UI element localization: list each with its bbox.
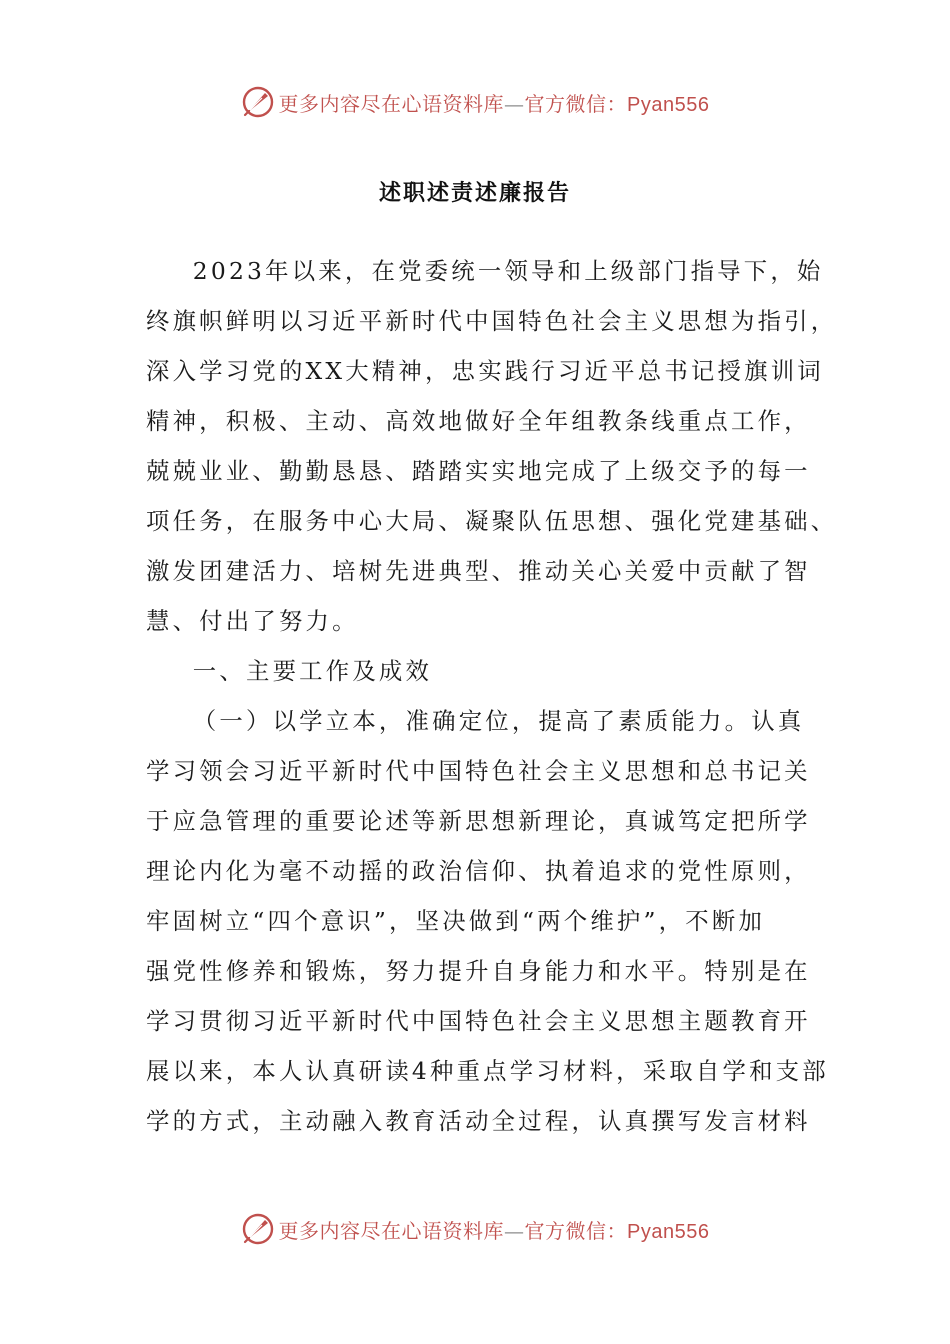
page-title: 述职述责述廉报告 <box>378 181 571 206</box>
text-line: 理论内化为毫不动摇的政治信仰、执着追求的党性原则， <box>146 857 811 885</box>
heading-line: 一、主要工作及成效 <box>192 657 433 685</box>
text-line: 2023年以来，在党委统一领导和上级部门指导下，始 <box>192 257 824 285</box>
text-line: 学习领会习近平新时代中国特色社会主义思想和总书记关 <box>146 757 811 785</box>
section-heading <box>146 646 808 696</box>
text-line: 项任务，在服务中心大局、凝聚队伍思想、强化党建基础、 <box>146 507 838 535</box>
text-line: 慧、付出了努力。 <box>146 607 359 635</box>
document-body <box>146 246 838 1146</box>
paragraph-intro <box>146 246 838 646</box>
text-line: 学习贯彻习近平新时代中国特色社会主义思想主题教育开 <box>146 1007 811 1035</box>
quill-logo-icon <box>241 85 275 119</box>
text-line: 兢兢业业、勤勤恳恳、踏踏实实地完成了上级交予的每一 <box>146 457 811 485</box>
text-line: 学的方式，主动融入教育活动全过程，认真撰写发言材料 <box>146 1107 811 1135</box>
text-line: 展以来，本人认真研读4种重点学习材料，采取自学和支部 <box>146 1057 829 1085</box>
text-line: 激发团建活力、培树先进典型、推动关心关爱中贡献了智 <box>146 557 811 585</box>
text-line: 深入学习党的XX大精神，忠实践行习近平总书记授旗训词 <box>146 357 824 385</box>
text-line: 牢固树立“四个意识”，坚决做到“两个维护”，不断加 <box>146 907 766 935</box>
paragraph-section-1 <box>146 696 829 1146</box>
text-line: 强党性修养和锻炼，努力提升自身能力和水平。特别是在 <box>146 957 811 985</box>
text-line: （一）以学立本，准确定位，提高了素质能力。认真 <box>192 707 805 735</box>
header-watermark <box>0 82 950 122</box>
text-line: 终旗帜鲜明以习近平新时代中国特色社会主义思想为指引， <box>146 307 838 335</box>
watermark-text: 更多内容尽在心语资料库—官方微信：Pyan556 <box>278 1218 710 1243</box>
watermark-text: 更多内容尽在心语资料库—官方微信：Pyan556 <box>278 91 710 116</box>
quill-logo-icon <box>241 1212 275 1246</box>
text-line: 于应急管理的重要论述等新思想新理论，真诚笃定把所学 <box>146 807 811 835</box>
text-line: 精神，积极、主动、高效地做好全年组教条线重点工作， <box>146 407 811 435</box>
footer-watermark <box>0 1209 950 1249</box>
